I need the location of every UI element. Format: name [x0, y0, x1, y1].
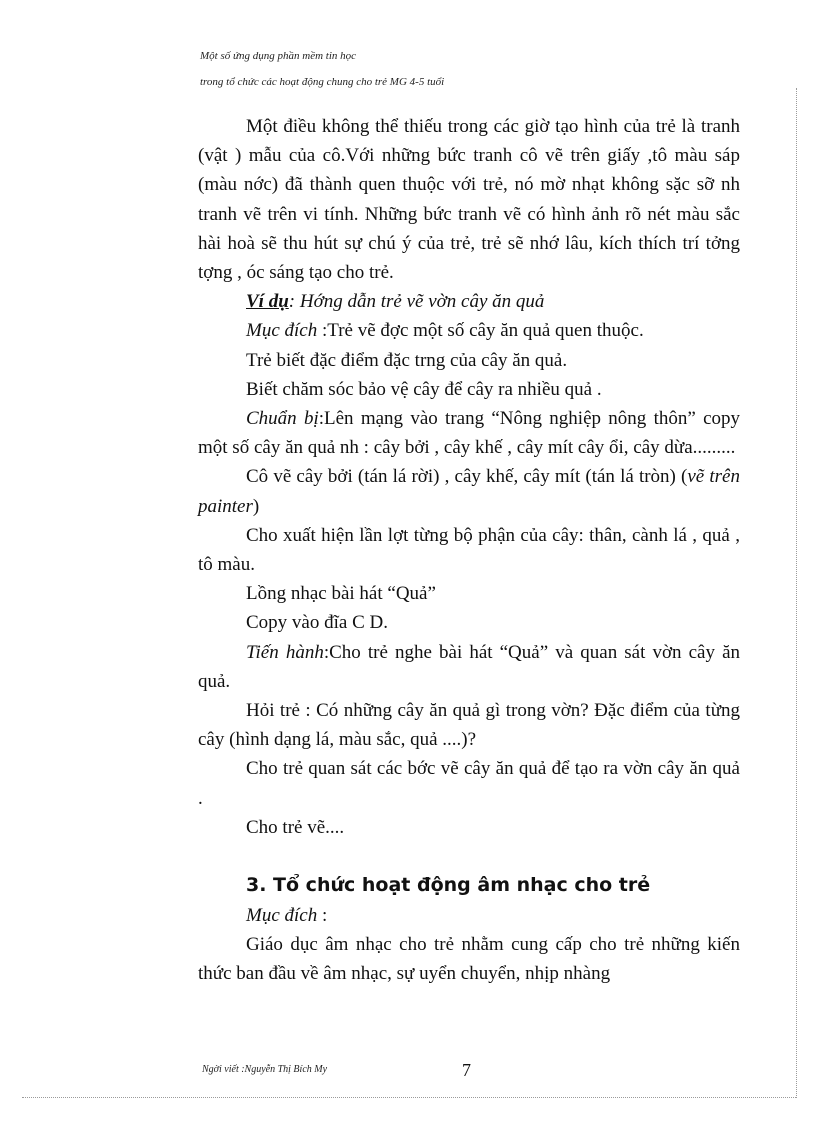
purpose-line-3: Biết chăm sóc bảo vệ cây để cây ra nhiều quả . — [246, 378, 602, 400]
section-purpose-colon: : — [317, 905, 328, 927]
purpose-line-2: Trẻ biết đặc điểm đặc trng của cây ăn quả. — [246, 349, 568, 371]
purpose-label: Mục đích — [246, 320, 318, 342]
education-paragraph: Giáo dục âm nhạc cho trẻ nhằm cung cấp cho trẻ những kiến thức ban đầu về âm nhạc, sự uyển chuyển, nhịp nhàng — [198, 934, 740, 985]
preparation-text: :Lên mạng vào trang “Nông nghiệp nông thôn” copy một số cây ăn quả nh : cây bởi , cây khế , cây mít cây ổi, cây dừa......... — [198, 408, 740, 459]
section-purpose-label: Mục đích — [246, 905, 318, 927]
observe-paragraph: Cho trẻ quan sát các bớc vẽ cây ăn quả để tạo ra vờn cây ăn quả . — [198, 758, 740, 809]
ask-paragraph: Hỏi trẻ : Có những cây ăn quả gì trong vờn? Đặc điểm của từng cây (hình dạng lá, màu sắc, quả ....)? — [198, 700, 740, 751]
page-border-bottom — [22, 1097, 796, 1098]
procedure-label: Tiến hành — [246, 641, 324, 663]
procedure-text: :Cho trẻ nghe bài hát “Quả” và quan sát vờn cây ăn quả. — [198, 641, 741, 692]
example-paragraph — [198, 287, 740, 316]
section-heading: 3. Tổ chức hoạt động âm nhạc cho trẻ — [246, 874, 651, 897]
drawing-text: Cô vẽ cây bởi (tán lá rời) , cây khế, cây mít (tán lá tròn) ( — [246, 466, 688, 488]
procedure-paragraph — [198, 638, 740, 696]
section-purpose-paragraph — [198, 901, 740, 930]
end-paragraph: Cho trẻ vẽ.... — [246, 816, 345, 838]
drawing-italic: vẽ trên painter — [198, 466, 740, 517]
footer-author: Ngời viết :Nguyễn Thị Bích My — [202, 1064, 328, 1075]
header-title-line2: trong tổ chức các hoạt động chung cho trẻ MG 4-5 tuổi — [200, 76, 445, 88]
appear-paragraph: Cho xuất hiện lần lợt từng bộ phận của cây: thân, cành lá , quả , tô màu. — [198, 524, 740, 576]
preparation-paragraph — [198, 404, 740, 462]
drawing-close: ) — [252, 495, 260, 517]
intro-paragraph: Một điều không thể thiếu trong các giờ tạo hình của trẻ là tranh (vật ) mẫu của cô.Với những bức tranh cô vẽ trên giấy ,tô màu sáp (màu nớc) đã thành quen thuộc với trẻ, nó mờ nhạt không sặc sỡ nh tranh vẽ trên vi tính. Những bức tranh vẽ có hình ảnh rõ nét màu sắc hài hoà sẽ thu hút sự chú ý của trẻ, trẻ sẽ nhớ lâu, kích thích trí tởng tợng , óc sáng tạo cho trẻ. — [198, 116, 740, 284]
document-body — [198, 112, 740, 989]
purpose-text: :Trẻ vẽ đợc một số cây ăn quả quen thuộc. — [317, 320, 644, 342]
preparation-label: Chuẩn bị — [246, 408, 319, 430]
header-title-line1: Một số ứng dụng phần mềm tin học — [200, 50, 357, 62]
example-label: Ví dụ — [246, 291, 289, 313]
example-text: : Hớng dẫn trẻ vẽ vờn cây ăn quả — [288, 291, 545, 313]
page-border-right — [796, 88, 797, 1098]
page-number: 7 — [462, 1060, 471, 1080]
copy-paragraph: Copy vào đĩa C D. — [246, 612, 388, 634]
drawing-paragraph — [198, 462, 740, 520]
purpose-paragraph — [198, 316, 740, 345]
music-paragraph: Lồng nhạc bài hát “Quả” — [246, 583, 436, 605]
